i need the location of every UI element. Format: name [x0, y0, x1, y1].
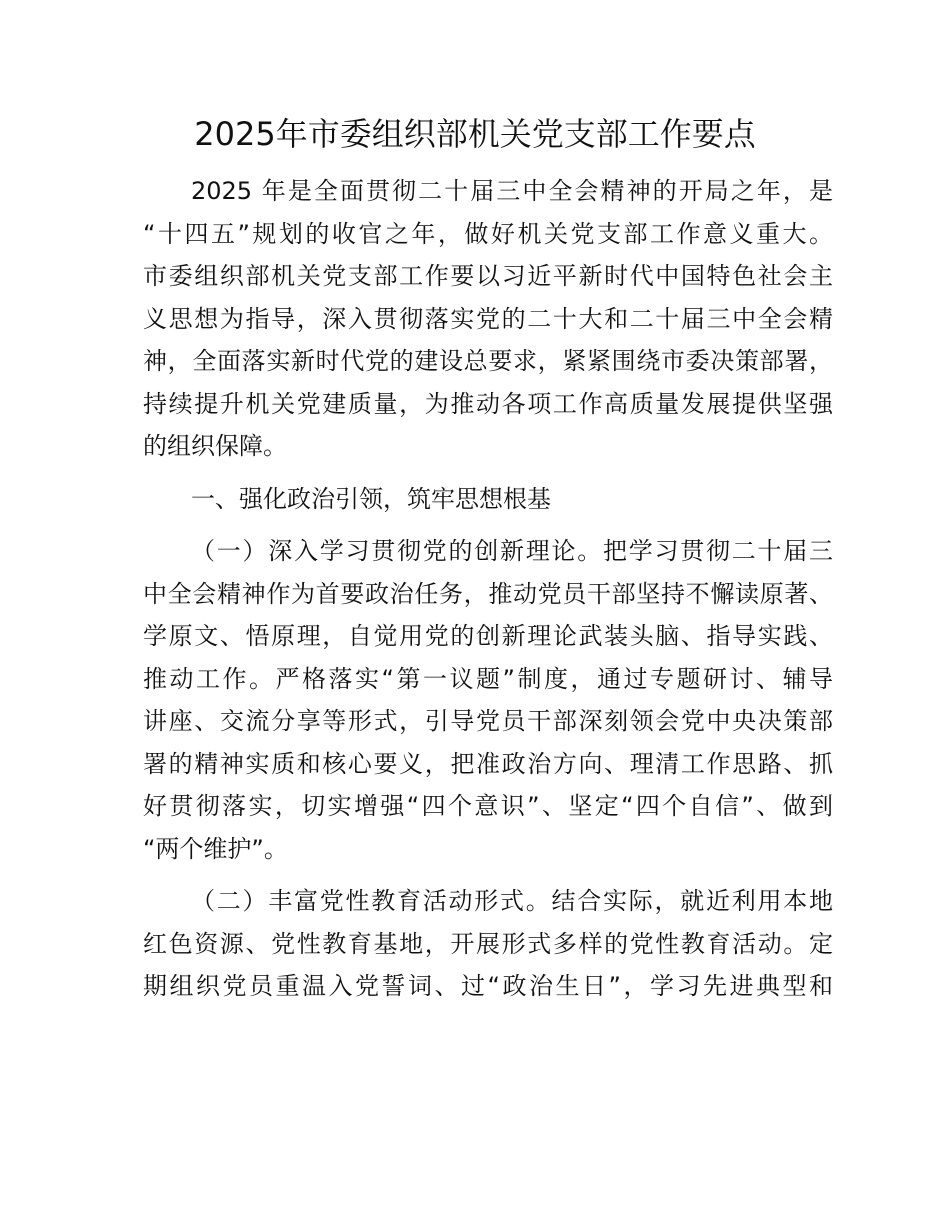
text-line: （一）深入学习贯彻党的创新理论。把学习贯彻二十届三 [191, 537, 833, 565]
text-line: 期组织党员重温入党誓词、过“政治生日”，学习先进典型和 [143, 972, 833, 1000]
paragraph [143, 880, 833, 1008]
text-line: 讲座、交流分享等形式，引导党员干部深刻领会党中央决策部 [143, 707, 833, 735]
document-body [143, 170, 833, 1018]
text-line: 义思想为指导，深入贯彻落实党的二十大和二十届三中全会精 [143, 304, 833, 333]
text-line: 推动工作。严格落实“第一议题”制度，通过专题研讨、辅导 [143, 664, 833, 693]
text-line: “两个维护”。 [143, 834, 288, 863]
paragraph [143, 170, 833, 468]
document-title: 2025年市委组织部机关党支部工作要点 [194, 115, 756, 153]
text-line: 持续提升机关党建质量，为推动各项工作高质量发展提供坚强 [143, 389, 833, 418]
paragraph [143, 530, 833, 870]
text-line: 署的精神实质和核心要义，把准政治方向、理清工作思路、抓 [143, 749, 833, 778]
section-heading [143, 478, 833, 521]
text-line: 市委组织部机关党支部工作要以习近平新时代中国特色社会主 [143, 262, 833, 290]
text-line: 的组织保障。 [143, 432, 287, 460]
text-line: （二）丰富党性教育活动形式。结合实际，就近利用本地 [191, 887, 833, 915]
text-line: 红色资源、党性教育基地，开展形式多样的党性教育活动。定 [143, 929, 833, 958]
text-line: 中全会精神作为首要政治任务，推动党员干部坚持不懈读原著、 [143, 579, 833, 608]
text-line: 学原文、悟原理，自觉用党的创新理论武装头脑、指导实践、 [143, 622, 833, 650]
text-line: 神，全面落实新时代党的建设总要求，紧紧围绕市委决策部署， [143, 347, 833, 375]
text-line: 一、强化政治引领，筑牢思想根基 [191, 484, 551, 513]
text-line: “十四五”规划的收官之年，做好机关党支部工作意义重大。 [143, 219, 833, 248]
text-line: 好贯彻落实，切实增强“四个意识”、坚定“四个自信”、做到 [143, 792, 833, 820]
text-line: 2025 年是全面贯彻二十届三中全会精神的开局之年，是 [191, 177, 833, 205]
